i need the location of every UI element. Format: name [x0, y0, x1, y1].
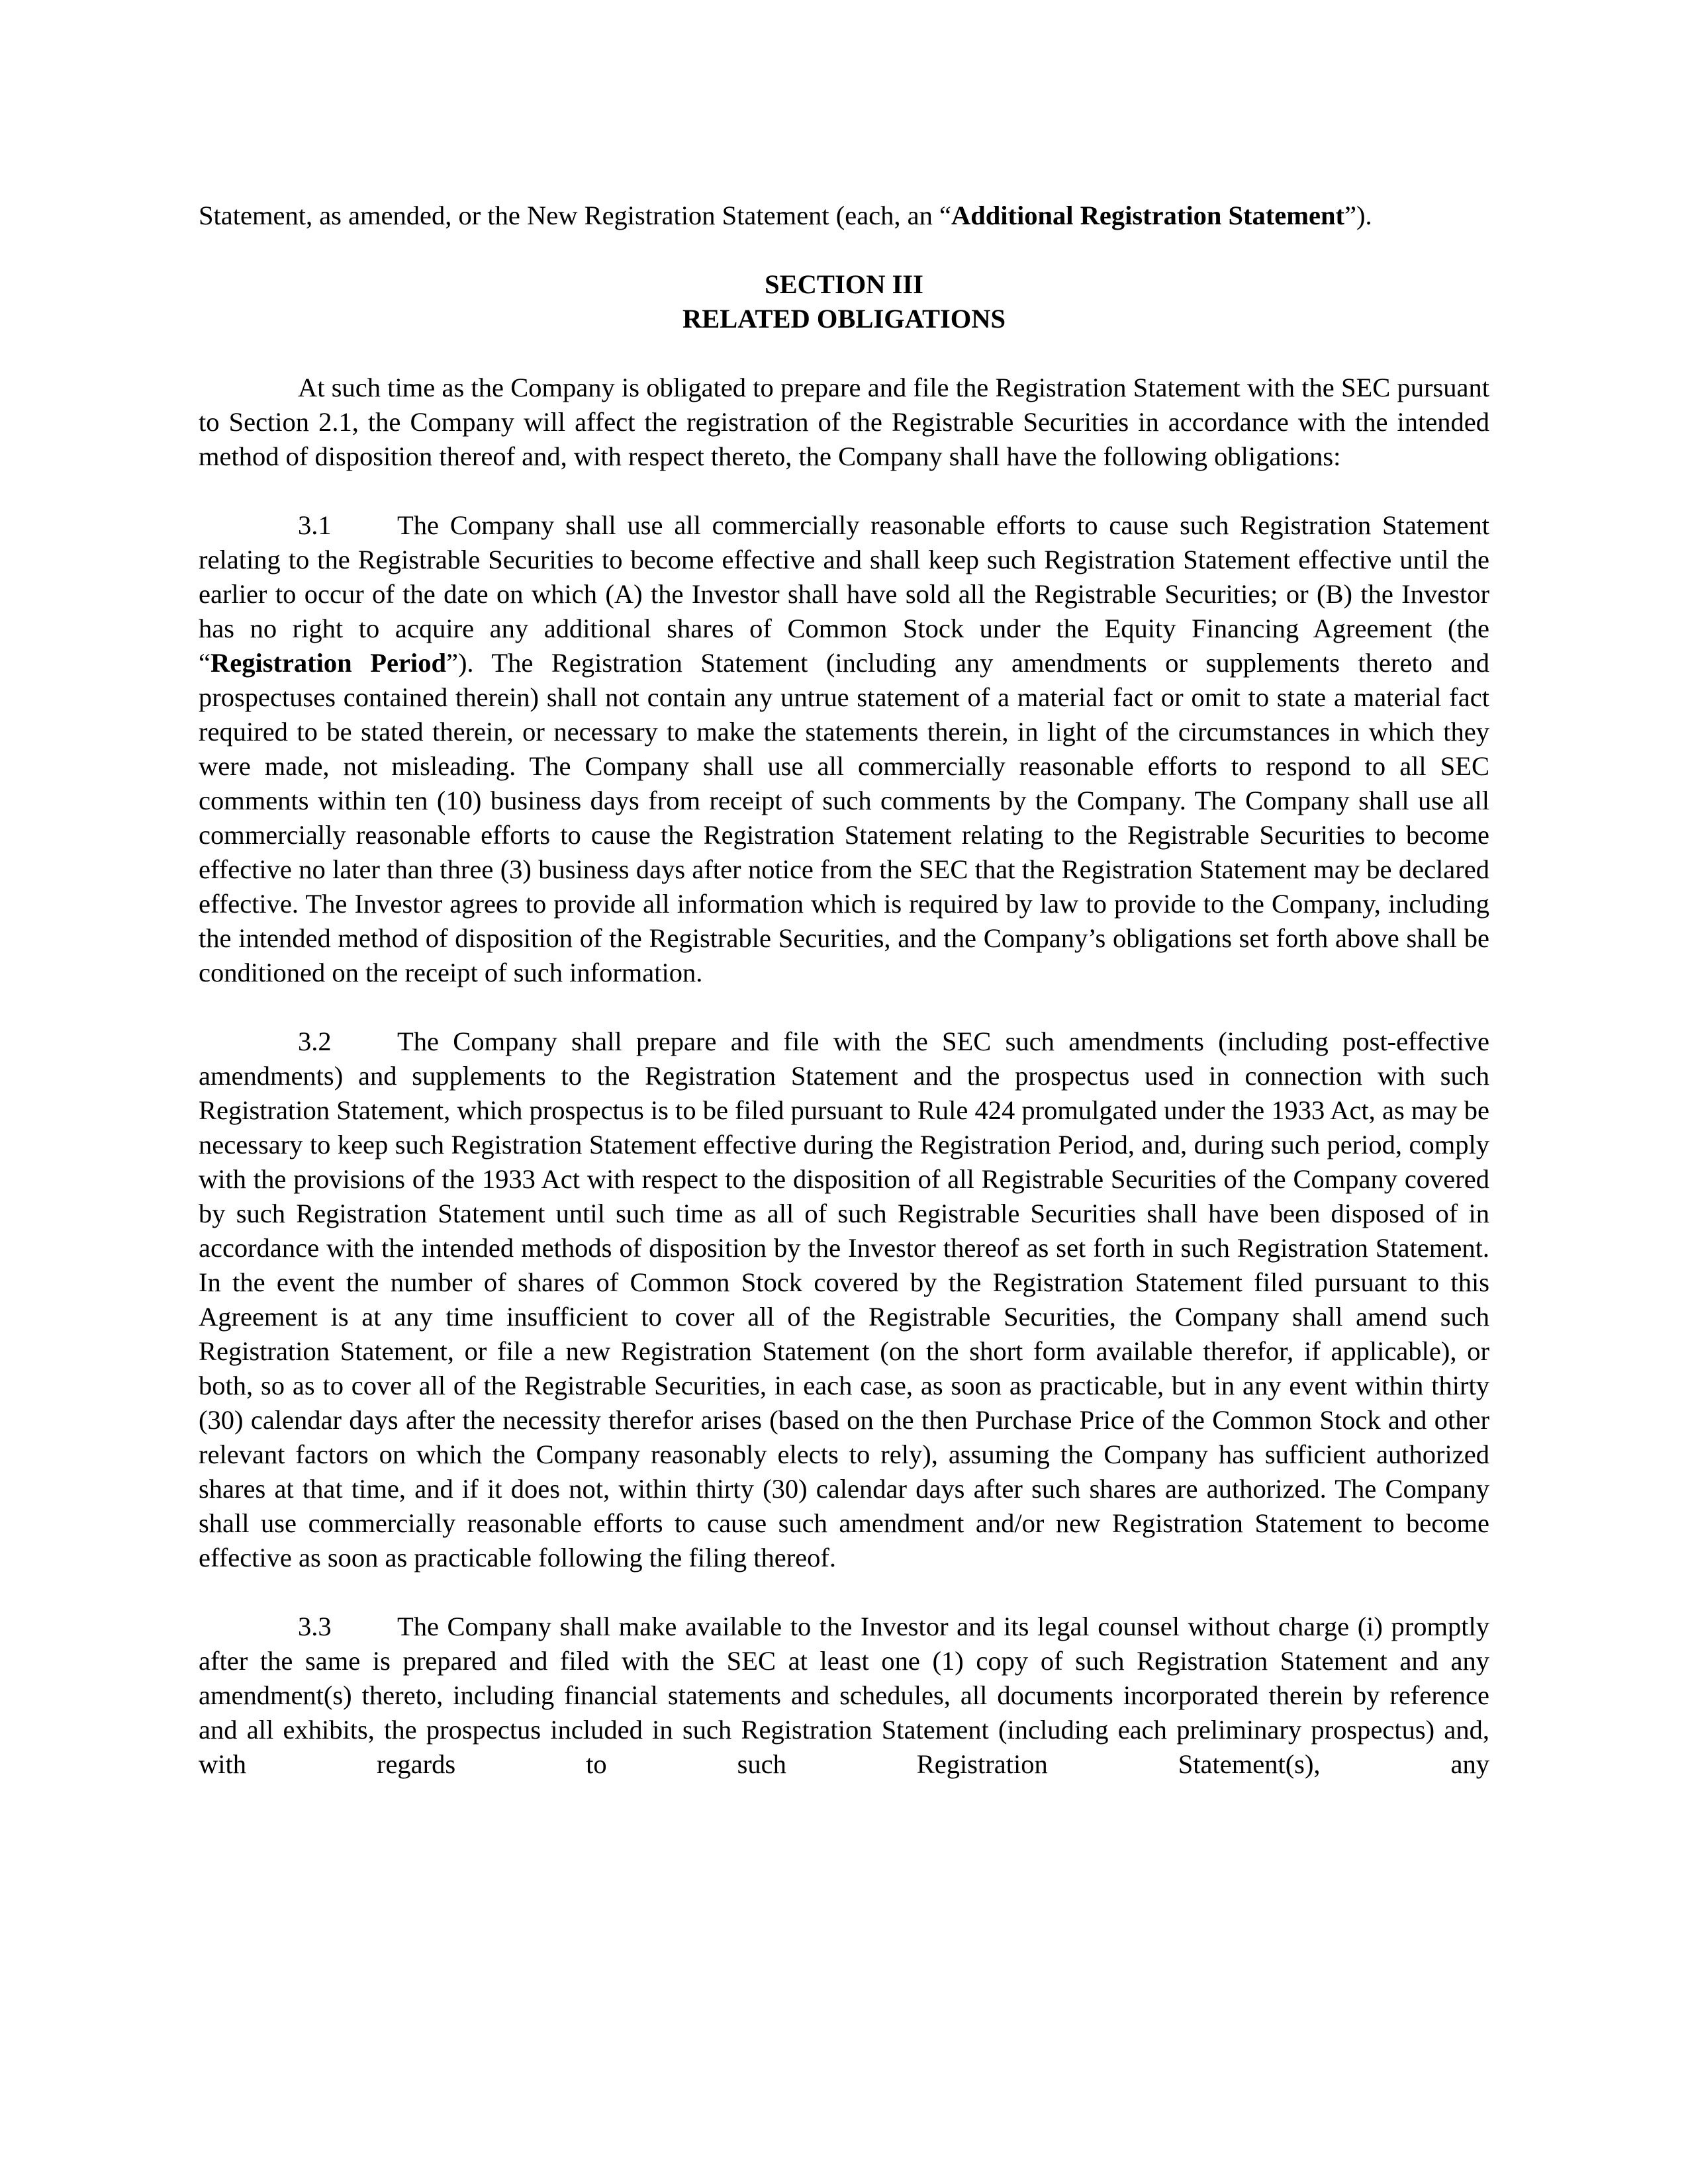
continuation-text-after: ”). [1344, 201, 1372, 230]
clause-text-after: ”). The Registration Statement (including any amendments or supplements thereto and prospectuses contained therein) shall not contain any untrue statement of a material fact or omit to state a material fact required to be stated therein, or necessary to make the statements therein, in light of the circumstances in which they were made, not misleading. The Company shall use all commercially reasonable efforts to respond to all SEC comments within ten (10) business days from receipt of such comments by the Company. The Company shall use all commercially reasonable efforts to cause the Registration Statement relating to the Registrable Securities to become effective no later than three (3) business days after notice from the SEC that the Registration Statement may be declared effective. The Investor agrees to provide all information which is required by law to provide to the Company, including the intended method of disposition of the Registrable Securities, and the Company’s obligations set forth above shall be conditioned on the receipt of such information. [199, 648, 1489, 987]
clause-text: The Company shall make available to the Investor and its legal counsel without charge (i) promptly after the same is prepared and filed with the SEC at least one (1) copy of such Registration Statement and any amendment(s) thereto, including financial statements and schedules, all documents incorporated therein by reference and all exhibits, the prospectus included in such Registration Statement (including each preliminary prospectus) and, with regards to such Registration Statement(s), any [199, 1612, 1489, 1779]
intro-paragraph: At such time as the Company is obligated to prepare and file the Registration Statement with the SEC pursuant to Section 2.1, the Company will affect the registration of the Registrable Securities in accordance with the intended method of disposition thereof and, with respect thereto, the Company shall have the following obligations: [199, 373, 1489, 471]
clause-text-before: The Company shall use all commercially reasonable efforts to cause such Registration Statement relating to the Registrable Securities to become effective and shall keep such Registration Statement effective until the earlier to occur of the date on which (A) the Investor shall have sold all the Registrable Securities; or (B) the Investor has no right to acquire any additional shares of Common Stock under the Equity Financing Agreement (the “ [199, 510, 1489, 678]
section-title: RELATED OBLIGATIONS [682, 304, 1006, 334]
defined-term-additional-registration-statement: Additional Registration Statement [951, 201, 1344, 230]
continuation-text-before: Statement, as amended, or the New Registration Statement (each, an “ [199, 201, 951, 230]
section-number: SECTION III [765, 269, 923, 299]
clause-3-3 [199, 1610, 1489, 1782]
clause-number: 3.2 [298, 1026, 332, 1056]
clause-text: The Company shall prepare and file with the SEC such amendments (including post-effective amendments) and supplements to the Registration Statement and the prospectus used in connection with such Registration Statement, which prospectus is to be filed pursuant to Rule 424 promulgated under the 1933 Act, as may be necessary to keep such Registration Statement effective during the Registration Period, and, during such period, comply with the provisions of the 1933 Act with respect to the disposition of all Registrable Securities of the Company covered by such Registration Statement until such time as all of such Registrable Securities shall have been disposed of in accordance with the intended methods of disposition by the Investor thereof as set forth in such Registration Statement. In the event the number of shares of Common Stock covered by the Registration Statement filed pursuant to this Agreement is at any time insufficient to cover all of the Registrable Securities, the Company shall amend such Registration Statement, or file a new Registration Statement (on the short form available therefor, if applicable), or both, so as to cover all of the Registrable Securities, in each case, as soon as practicable, but in any event within thirty (30) calendar days after the necessity therefor arises (based on the then Purchase Price of the Common Stock and other relevant factors on which the Company reasonably elects to rely), assuming the Company has sufficient authorized shares at that time, and if it does not, within thirty (30) calendar days after such shares are authorized. The Company shall use commercially reasonable efforts to cause such amendment and/or new Registration Statement to become effective as soon as practicable following the filing thereof. [199, 1026, 1489, 1572]
document-page [199, 199, 1489, 1816]
defined-term-registration-period: Registration Period [210, 648, 446, 678]
clause-number: 3.3 [298, 1612, 332, 1641]
clause-3-2 [199, 1024, 1489, 1575]
continuation-paragraph [199, 199, 1489, 233]
clause-number: 3.1 [298, 510, 332, 540]
clause-3-1 [199, 508, 1489, 990]
section-heading [199, 267, 1489, 336]
